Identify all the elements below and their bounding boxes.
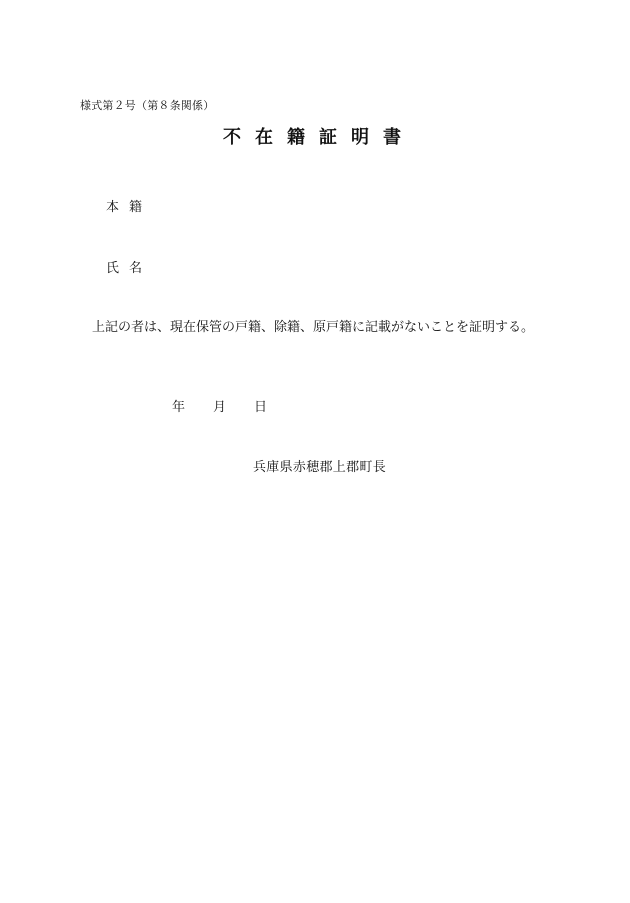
date-line bbox=[172, 396, 267, 415]
date-year-label: 年 bbox=[172, 400, 186, 415]
name-label: 氏名 bbox=[106, 261, 153, 276]
honseki-label: 本籍 bbox=[106, 200, 153, 215]
date-day-label: 日 bbox=[254, 400, 268, 415]
form-number-label: 様式第２号（第８条関係） bbox=[80, 99, 215, 112]
date-month-label: 月 bbox=[213, 400, 227, 415]
document-title: 不在籍証明書 bbox=[223, 127, 415, 148]
certification-statement: 上記の者は、現在保管の戸籍、除籍、原戸籍に記載がないことを証明する。 bbox=[92, 320, 535, 335]
issuer-name: 兵庫県赤穂郡上郡町長 bbox=[253, 460, 387, 475]
